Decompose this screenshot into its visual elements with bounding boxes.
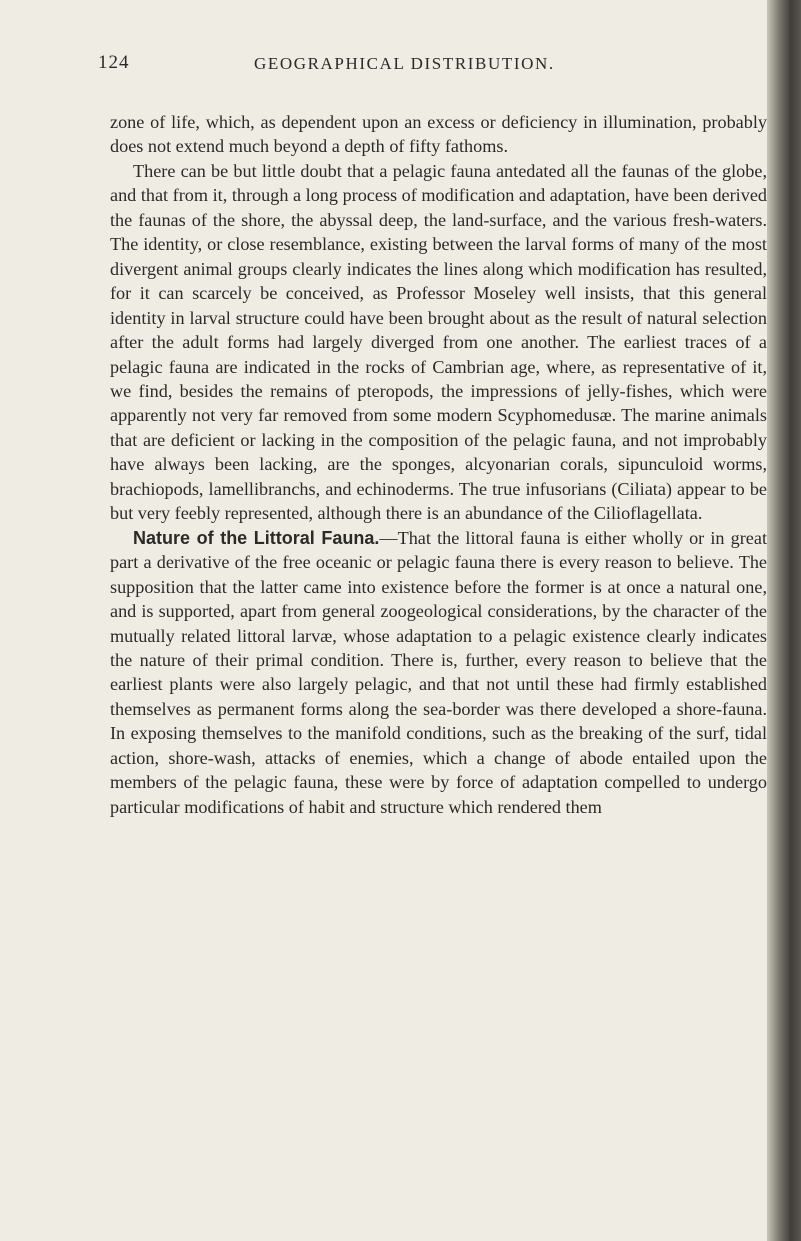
page-number: 124 [98,52,130,73]
paragraph-1: zone of life, which, as dependent upon an excess or deficiency in illumination, probably does not extend much beyond a depth of fifty fathoms. [110,112,767,157]
body-text [110,110,767,819]
page-header [98,52,778,92]
paragraph-3 [110,526,767,819]
running-title: GEOGRAPHICAL DISTRIBUTION. [254,54,555,73]
paragraph-2: There can be but little doubt that a pelagic fauna antedated all the faunas of the globe, and that from it, through a long process of modification and adaptation, have been derived the faunas of the shore, the abyssal deep, the land-surface, and the various fresh-waters. The identity, or close resemblance, existing between the larval forms of many of the most divergent animal groups clearly indicates the lines along which modification has resulted, for it can scarcely be conceived, as Professor Moseley well insists, that this general identity in larval structure could have been brought about as the result of natural selection after the adult forms had largely diverged from one another. The earliest traces of a pelagic fauna are indicated in the rocks of Cambrian age, where, as representative of it, we find, besides the remains of pteropods, the impressions of jelly-fishes, which were apparently not very far removed from some modern Scyphomedusæ. The marine animals that are deficient or lacking in the composition of the pelagic fauna, and not improbably have always been lacking, are the sponges, alcyonarian corals, sipunculoid worms, brachiopods, lamellibranchs, and echinoderms. The true infusorians (Ciliata) appear to be but very feebly represented, although there is an abundance of the Cilioflagellata. [110,160,767,524]
section-heading: Nature of the Littoral Fauna. [133,527,380,548]
page-edge-shadow [767,0,801,1241]
paragraph-3-text: —That the littoral fauna is either wholly or in great part a derivative of the free oceanic or pelagic fauna there is every reason to believe. The supposition that the latter came into existence before the former is at once a natural one, and is supported, apart from general zoogeological considerations, by the character of the mutually related littoral larvæ, whose adaptation to a pelagic existence clearly indicates the nature of their primal condition. There is, further, every reason to believe that the earliest plants were also largely pelagic, and that not until these had firmly established themselves as permanent forms along the sea-border was there developed a shore-fauna. In exposing themselves to the manifold conditions, such as the breaking of the surf, tidal action, shore-wash, attacks of enemies, which a change of abode entailed upon the members of the pelagic fauna, these were by force of adaptation compelled to undergo particular modifications of habit and structure which rendered them [110,527,767,817]
